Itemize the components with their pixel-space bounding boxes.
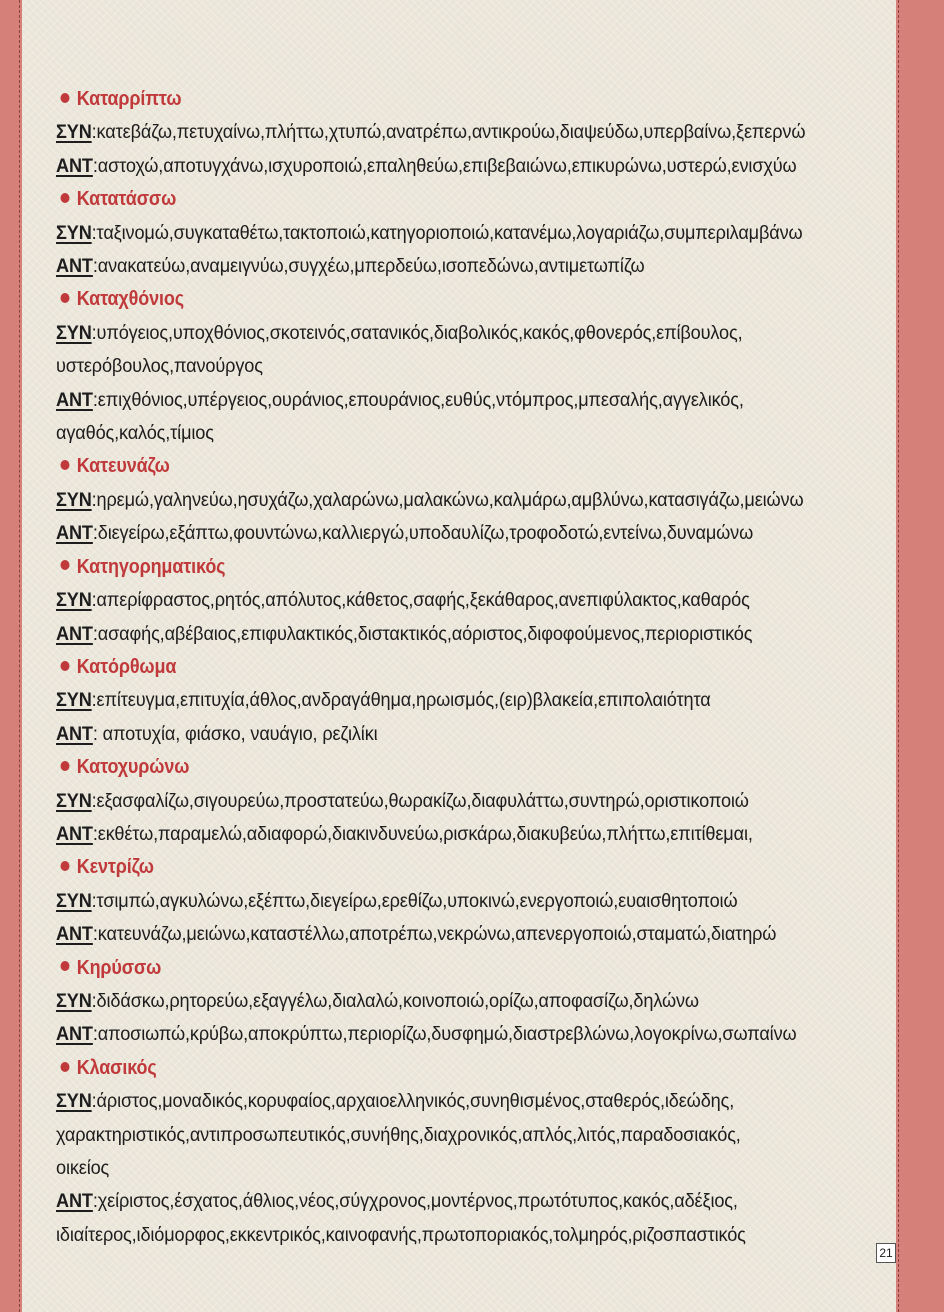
antonyms-continuation: αγαθός,καλός,τίμιος <box>56 422 214 445</box>
synonyms-line <box>56 116 837 149</box>
ant-label: ΑΝΤ <box>56 255 93 278</box>
synonyms-line <box>56 985 837 1018</box>
syn-label: ΣΥΝ <box>56 121 92 144</box>
synonyms-text: :επίτευγμα,επιτυχία,άθλος,ανδραγάθημα,ηρωισμός,(ειρ)βλακεία,επιπολαιότητα <box>91 689 711 712</box>
syn-label: ΣΥΝ <box>56 488 92 511</box>
synonyms-text: :άριστος,μοναδικός,κορυφαίος,αρχαιοελληνικός,συνηθισμένος,σταθερός,ιδεώδης, <box>91 1090 735 1113</box>
synonyms-line <box>56 484 837 517</box>
entry-headword: Καταχθόνιος <box>56 283 812 316</box>
dictionary-entries <box>56 83 896 1252</box>
bullet-icon <box>61 861 70 871</box>
synonyms-text: :ταξινομώ,συγκαταθέτω,τακτοποιώ,κατηγοριοποιώ,κατανέμω,λογαριάζω,συμπεριλαμβάνω <box>91 221 803 244</box>
entry-headword: Κηρύσσω <box>56 952 812 985</box>
ant-label: ΑΝΤ <box>56 923 93 946</box>
ant-label: ΑΝΤ <box>56 154 93 177</box>
antonyms-text: :ασαφής,αβέβαιος,επιφυλακτικός,διστακτικός,αόριστος,διφοφούμενος,περιοριστικός <box>92 622 753 645</box>
entry <box>56 751 896 851</box>
bullet-icon <box>61 761 70 771</box>
antonyms-text: :εκθέτω,παραμελώ,αδιαφορώ,διακινδυνεύω,ρισκάρω,διακυβεύω,πλήττω,επιτίθεμαι, <box>92 822 753 845</box>
ant-label: ΑΝΤ <box>56 522 93 545</box>
synonyms-text: :τσιμπώ,αγκυλώνω,εξέπτω,διεγείρω,ερεθίζω,υποκινώ,ενεργοποιώ,ευαισθητοποιώ <box>91 889 738 912</box>
entry <box>56 450 896 550</box>
entry-headword: Καταρρίπτω <box>56 83 812 116</box>
bullet-icon <box>61 193 70 203</box>
entry <box>56 83 896 183</box>
bullet-icon <box>61 93 70 103</box>
antonyms-line <box>56 150 837 183</box>
synonyms-line <box>56 785 837 818</box>
right-border-stripe <box>896 0 944 1312</box>
synonyms-continuation: χαρακτηριστικός,αντιπροσωπευτικός,συνήθης,διαχρονικός,απλός,λιτός,παραδοσιακός, <box>56 1123 741 1146</box>
syn-label: ΣΥΝ <box>56 1090 92 1113</box>
ant-label: ΑΝΤ <box>56 1023 93 1046</box>
synonyms-text: :διδάσκω,ρητορεύω,εξαγγέλω,διαλαλώ,κοινοποιώ,ορίζω,αποφασίζω,δηλώνω <box>91 989 699 1012</box>
synonyms-line <box>56 217 837 250</box>
antonyms-text: :χείριστος,έσχατος,άθλιος,νέος,σύγχρονος,μοντέρνος,πρωτότυπος,κακός,αδέξιος, <box>92 1190 738 1213</box>
entry-headword: Κατατάσσω <box>56 183 812 216</box>
antonyms-text: :κατευνάζω,μειώνω,καταστέλλω,αποτρέπω,νεκρώνω,απενεργοποιώ,σταματώ,διατηρώ <box>92 923 777 946</box>
synonyms-line <box>56 1085 837 1118</box>
page-number: 21 <box>876 1243 896 1263</box>
bullet-icon <box>61 661 70 671</box>
antonyms-line <box>56 618 837 651</box>
synonyms-line <box>56 684 837 717</box>
synonyms-text: :απερίφραστος,ρητός,απόλυτος,κάθετος,σαφής,ξεκάθαρος,ανεπιφύλακτος,καθαρός <box>91 589 750 612</box>
antonyms-line <box>56 250 837 283</box>
entry <box>56 952 896 1052</box>
synonyms-text: :υπόγειος,υποχθόνιος,σκοτεινός,σατανικός,διαβολικός,κακός,φθονερός,επίβουλος, <box>91 321 743 344</box>
entry-headword: Κεντρίζω <box>56 851 812 884</box>
entry <box>56 183 896 283</box>
synonyms-line <box>56 584 837 617</box>
syn-label: ΣΥΝ <box>56 321 92 344</box>
antonyms-line <box>56 918 837 951</box>
antonyms-line <box>56 1185 837 1218</box>
entry-headword: Κατοχυρώνω <box>56 751 812 784</box>
antonyms-text: :ανακατεύω,αναμειγνύω,συγχέω,μπερδεύω,ισοπεδώνω,αντιμετωπίζω <box>92 255 645 278</box>
entry-headword: Κατόρθωμα <box>56 651 812 684</box>
bullet-icon <box>61 460 70 470</box>
synonyms-line <box>56 885 837 918</box>
antonyms-line <box>56 818 837 851</box>
entry <box>56 651 896 751</box>
synonyms-text: :κατεβάζω,πετυχαίνω,πλήττω,χτυπώ,ανατρέπω,αντικρούω,διαψεύδω,υπερβαίνω,ξεπερνώ <box>91 121 806 144</box>
antonyms-line <box>56 1018 837 1051</box>
synonyms-text: :εξασφαλίζω,σιγουρεύω,προστατεύω,θωρακίζω,διαφυλάττω,συντηρώ,οριστικοποιώ <box>91 789 749 812</box>
bullet-icon <box>61 293 70 303</box>
bullet-icon <box>61 1062 70 1072</box>
antonyms-text: :αποσιωπώ,κρύβω,αποκρύπτω,περιορίζω,δυσφημώ,διαστρεβλώνω,λογοκρίνω,σωπαίνω <box>92 1023 797 1046</box>
entry <box>56 551 896 651</box>
entry <box>56 283 896 450</box>
synonyms-text: :ηρεμώ,γαληνεύω,ησυχάζω,χαλαρώνω,μαλακώνω,καλμάρω,αμβλύνω,κατασιγάζω,μειώνω <box>91 488 804 511</box>
synonyms-continuation: υστερόβουλος,πανούργος <box>56 355 263 378</box>
antonyms-text: :διεγείρω,εξάπτω,φουντώνω,καλλιεργώ,υποδαυλίζω,τροφοδοτώ,εντείνω,δυναμώνω <box>92 522 754 545</box>
ant-label: ΑΝΤ <box>56 388 93 411</box>
syn-label: ΣΥΝ <box>56 221 92 244</box>
right-stitch-line <box>898 0 899 1312</box>
ant-label: ΑΝΤ <box>56 1190 93 1213</box>
entry-headword: Κατευνάζω <box>56 450 812 483</box>
entry <box>56 851 896 951</box>
synonyms-continuation: οικείος <box>56 1157 110 1179</box>
bullet-icon <box>61 961 70 971</box>
antonyms-text: :αστοχώ,αποτυγχάνω,ισχυροποιώ,επαληθεύω,επιβεβαιώνω,επικυρώνω,υστερώ,ενισχύω <box>92 154 797 177</box>
antonyms-line <box>56 718 837 751</box>
page-paper <box>22 0 896 1312</box>
ant-label: ΑΝΤ <box>56 622 93 645</box>
antonyms-text: :επιχθόνιος,υπέργειος,ουράνιος,επουράνιος,ευθύς,ντόμπρος,μπεσαλής,αγγελικός, <box>92 388 744 411</box>
antonyms-text: : αποτυχία, φιάσκο, ναυάγιο, ρεζιλίκι <box>92 722 378 745</box>
left-stitch-line <box>19 0 20 1312</box>
antonyms-line <box>56 384 837 417</box>
antonyms-line <box>56 517 837 550</box>
ant-label: ΑΝΤ <box>56 722 93 745</box>
syn-label: ΣΥΝ <box>56 589 92 612</box>
syn-label: ΣΥΝ <box>56 689 92 712</box>
bullet-icon <box>61 560 70 570</box>
antonyms-continuation: ιδιαίτερος,ιδιόμορφος,εκκεντρικός,καινοφανής,πρωτοποριακός,τολμηρός,ριζοσπαστικός <box>56 1223 746 1246</box>
syn-label: ΣΥΝ <box>56 789 92 812</box>
entry <box>56 1052 896 1252</box>
entry-headword: Κατηγορηματικός <box>56 551 812 584</box>
syn-label: ΣΥΝ <box>56 989 92 1012</box>
synonyms-line <box>56 317 837 350</box>
ant-label: ΑΝΤ <box>56 822 93 845</box>
syn-label: ΣΥΝ <box>56 889 92 912</box>
entry-headword: Κλασικός <box>56 1052 812 1085</box>
